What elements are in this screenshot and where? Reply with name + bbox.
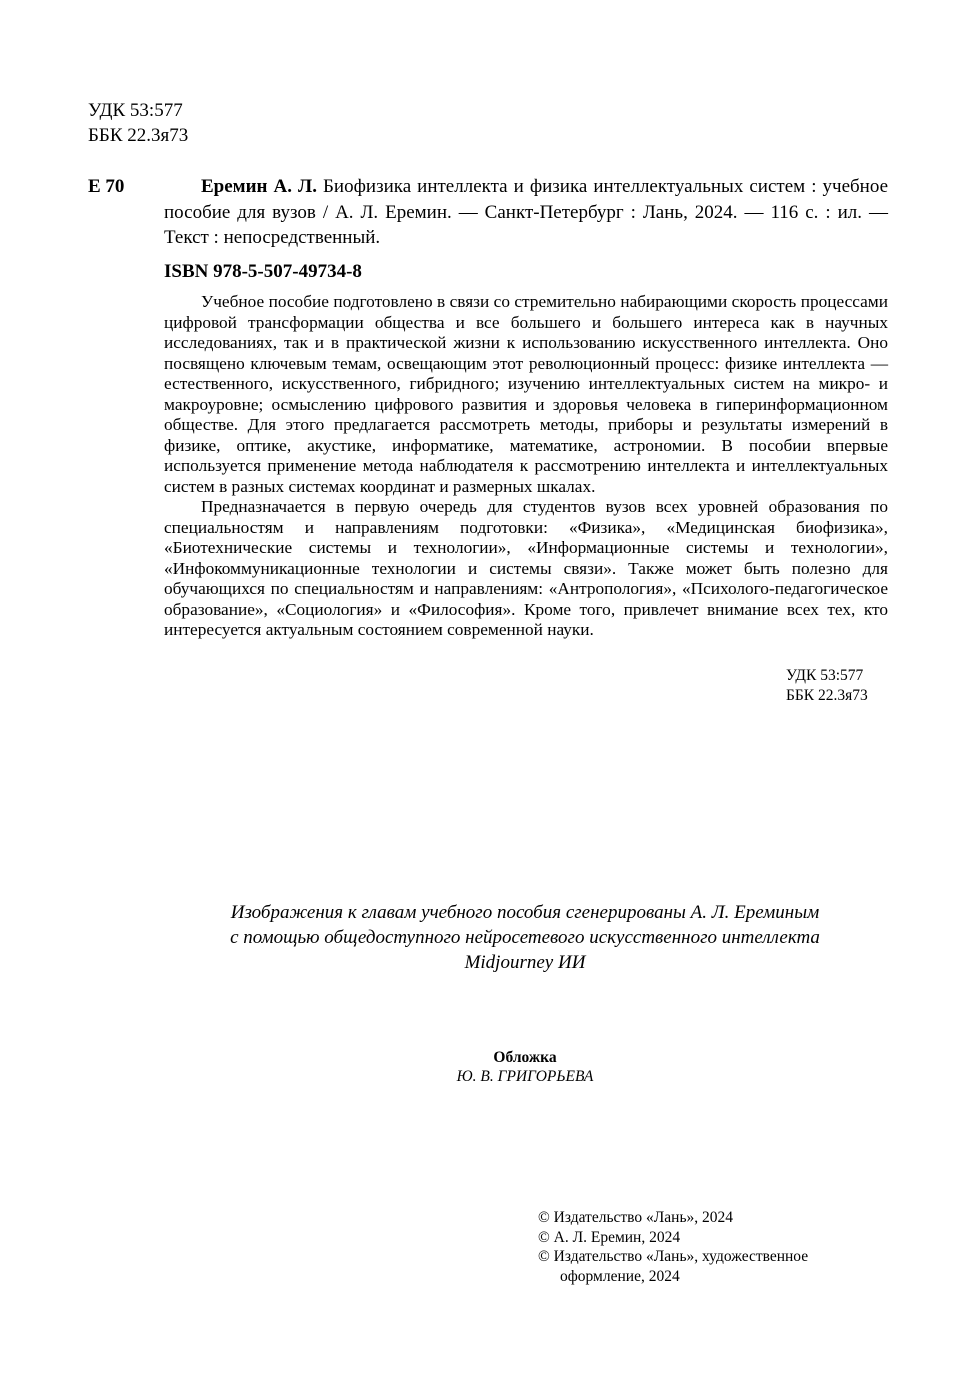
isbn: ISBN 978-5-507-49734-8 (164, 261, 362, 282)
images-credit-note (120, 900, 930, 975)
abstract-paragraph: Учебное пособие подготовлено в связи со стремительно набирающими скорость процессами цифровой трансформации общества и все большего и большего интереса как в научных исследованиях, так и в практической жизни к использованию искусственного интеллекта. Оно посвящено ключевым темам, освещающим этот революционный процесс: физике интеллекта — естественного, искусственного, гибридного; изучению интеллектуальных систем на микро- и макроуровне; осмыслению цифрового развития и здоровья человека в гиперинформационном обществе. Для этого предлагается рассмотреть методы, приборы и результаты измерений в физике, оптике, акустике, информатике, математике, астрономии. В пособии впервые используется применение метода наблюдателя к рассмотрению интеллекта и интеллектуальных систем в разных системах координат и размерных шкалах. (164, 292, 888, 496)
cover-designer: Ю. В. ГРИГОРЬЕВА (456, 1068, 594, 1085)
images-note-line: с помощью общедоступного нейросетевого искусственного интеллекта (230, 927, 820, 948)
classification-footer (786, 666, 868, 706)
copyright-line: © А. Л. Еремин, 2024 (538, 1228, 681, 1246)
abstract (164, 292, 888, 641)
images-note-line: Изображения к главам учебного пособия сгенерированы А. Л. Ереминым (230, 902, 820, 923)
author-mark: Е 70 (88, 176, 125, 197)
classification-header (88, 98, 188, 148)
copyright-line: © Издательство «Лань», 2024 (538, 1209, 734, 1226)
bbk-code: ББК 22.3я73 (786, 687, 868, 704)
udk-code: УДК 53:577 (786, 667, 864, 684)
cover-title: Обложка (493, 1049, 557, 1066)
udk-code: УДК 53:577 (88, 100, 183, 121)
images-note-line: Midjourney ИИ (464, 952, 586, 973)
copyright-block (538, 1208, 808, 1286)
author-name: Еремин А. Л. (201, 176, 317, 197)
copyright-line: оформление, 2024 (560, 1267, 680, 1285)
copyright-line: © Издательство «Лань», художественное (538, 1248, 809, 1265)
bibliographic-description: Биофизика интеллекта и физика интеллектуальных систем : учебное пособие для вузов / А. Л. Еремин. — Санкт-Петербург : Лань, 2024. — 116 с. : ил. — Текст : непосредственный. (164, 176, 889, 248)
abstract-paragraph: Предназначается в первую очередь для студентов вузов всех уровней образования по специальностям и направлениям подготовки: «Физика», «Медицинская биофизика», «Биотехнические системы и технологии», «Информационные системы и технологии», «Инфокоммуникационные технологии и системы связи». Также может быть полезно для обучающихся по специальностям и направлениям: «Антропология», «Психолого-педагогическое образование», «Социология» и «Философия». Кроме того, привлечет внимание всех тех, кто интересуется актуальным состоянием современной науки. (164, 497, 888, 639)
cover-credit (400, 1048, 650, 1086)
bibliographic-record (164, 174, 888, 251)
bbk-code: ББК 22.3я73 (88, 125, 189, 146)
